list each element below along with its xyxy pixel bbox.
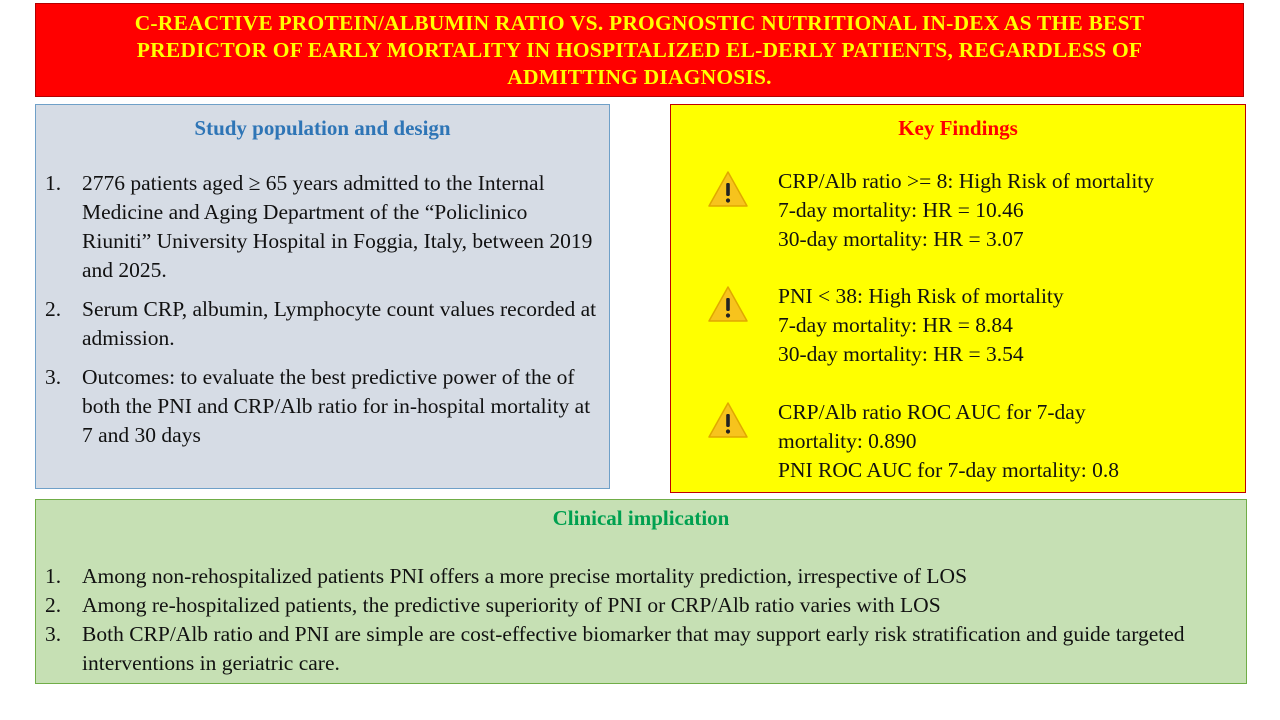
finding-line: 30-day mortality: HR = 3.54 (778, 342, 1024, 366)
study-design-panel (35, 104, 610, 489)
finding-line: mortality: 0.890 (778, 429, 917, 453)
warning-icon (707, 400, 749, 440)
list-item-text: Among re-hospitalized patients, the predictive superiority of PNI or CRP/Alb ratio varies with LOS (82, 593, 941, 617)
study-design-list (45, 169, 601, 460)
list-item-text: Among non-rehospitalized patients PNI offers a more precise mortality prediction, irrespective of LOS (82, 564, 968, 588)
finding-line: PNI ROC AUC for 7-day mortality: 0.8 (778, 458, 1119, 482)
list-item (45, 295, 601, 353)
warning-icon (707, 284, 749, 324)
list-item-text: Serum CRP, albumin, Lymphocyte count values recorded at admission. (82, 297, 597, 350)
finding-line: 7-day mortality: HR = 8.84 (778, 313, 1013, 337)
finding-crp-alb (707, 167, 1237, 254)
list-item (45, 562, 1240, 591)
poster-title: C-REACTIVE PROTEIN/ALBUMIN RATIO VS. PROGNOSTIC NUTRITIONAL IN-DEX AS THE BEST PREDICTOR OF EARLY MORTALITY IN HOSPITALIZED EL-DERLY PATIENTS, REGARDLESS OF ADMITTING DIAGNOSIS. (134, 10, 1145, 89)
finding-line: CRP/Alb ratio >= 8: High Risk of mortality (778, 169, 1155, 193)
list-item (45, 591, 1240, 620)
list-item-number: 3. (45, 622, 62, 646)
key-findings-panel (670, 104, 1246, 493)
clinical-implication-list (45, 562, 1240, 678)
finding-pni (707, 282, 1237, 369)
list-item-number: 3. (45, 365, 62, 389)
list-item (45, 363, 601, 450)
list-item (45, 620, 1240, 678)
finding-roc-auc (707, 398, 1237, 485)
title-banner (35, 3, 1244, 97)
clinical-implication-heading: Clinical implication (552, 506, 730, 530)
key-findings-heading: Key Findings (898, 116, 1018, 140)
finding-line: PNI < 38: High Risk of mortality (778, 284, 1064, 308)
warning-icon (707, 169, 749, 209)
study-design-heading: Study population and design (194, 116, 451, 140)
list-item-number: 1. (45, 171, 62, 195)
list-item (45, 169, 601, 285)
finding-line: CRP/Alb ratio ROC AUC for 7-day (778, 400, 1086, 424)
finding-line: 7-day mortality: HR = 10.46 (778, 198, 1024, 222)
list-item-text: 2776 patients aged ≥ 65 years admitted to the Internal Medicine and Aging Department of the “Policlinico Riuniti” University Hospital in Foggia, Italy, between 2019 and 2025. (82, 171, 593, 282)
list-item-number: 2. (45, 297, 62, 321)
finding-line: 30-day mortality: HR = 3.07 (778, 227, 1024, 251)
clinical-implication-panel (35, 499, 1247, 684)
list-item-number: 1. (45, 564, 62, 588)
list-item-number: 2. (45, 593, 62, 617)
list-item-text: Both CRP/Alb ratio and PNI are simple are cost-effective biomarker that may support early risk stratification and guide targeted interventions in geriatric care. (82, 622, 1185, 675)
list-item-text: Outcomes: to evaluate the best predictive power of the of both the PNI and CRP/Alb ratio for in-hospital mortality at 7 and 30 days (82, 365, 591, 447)
